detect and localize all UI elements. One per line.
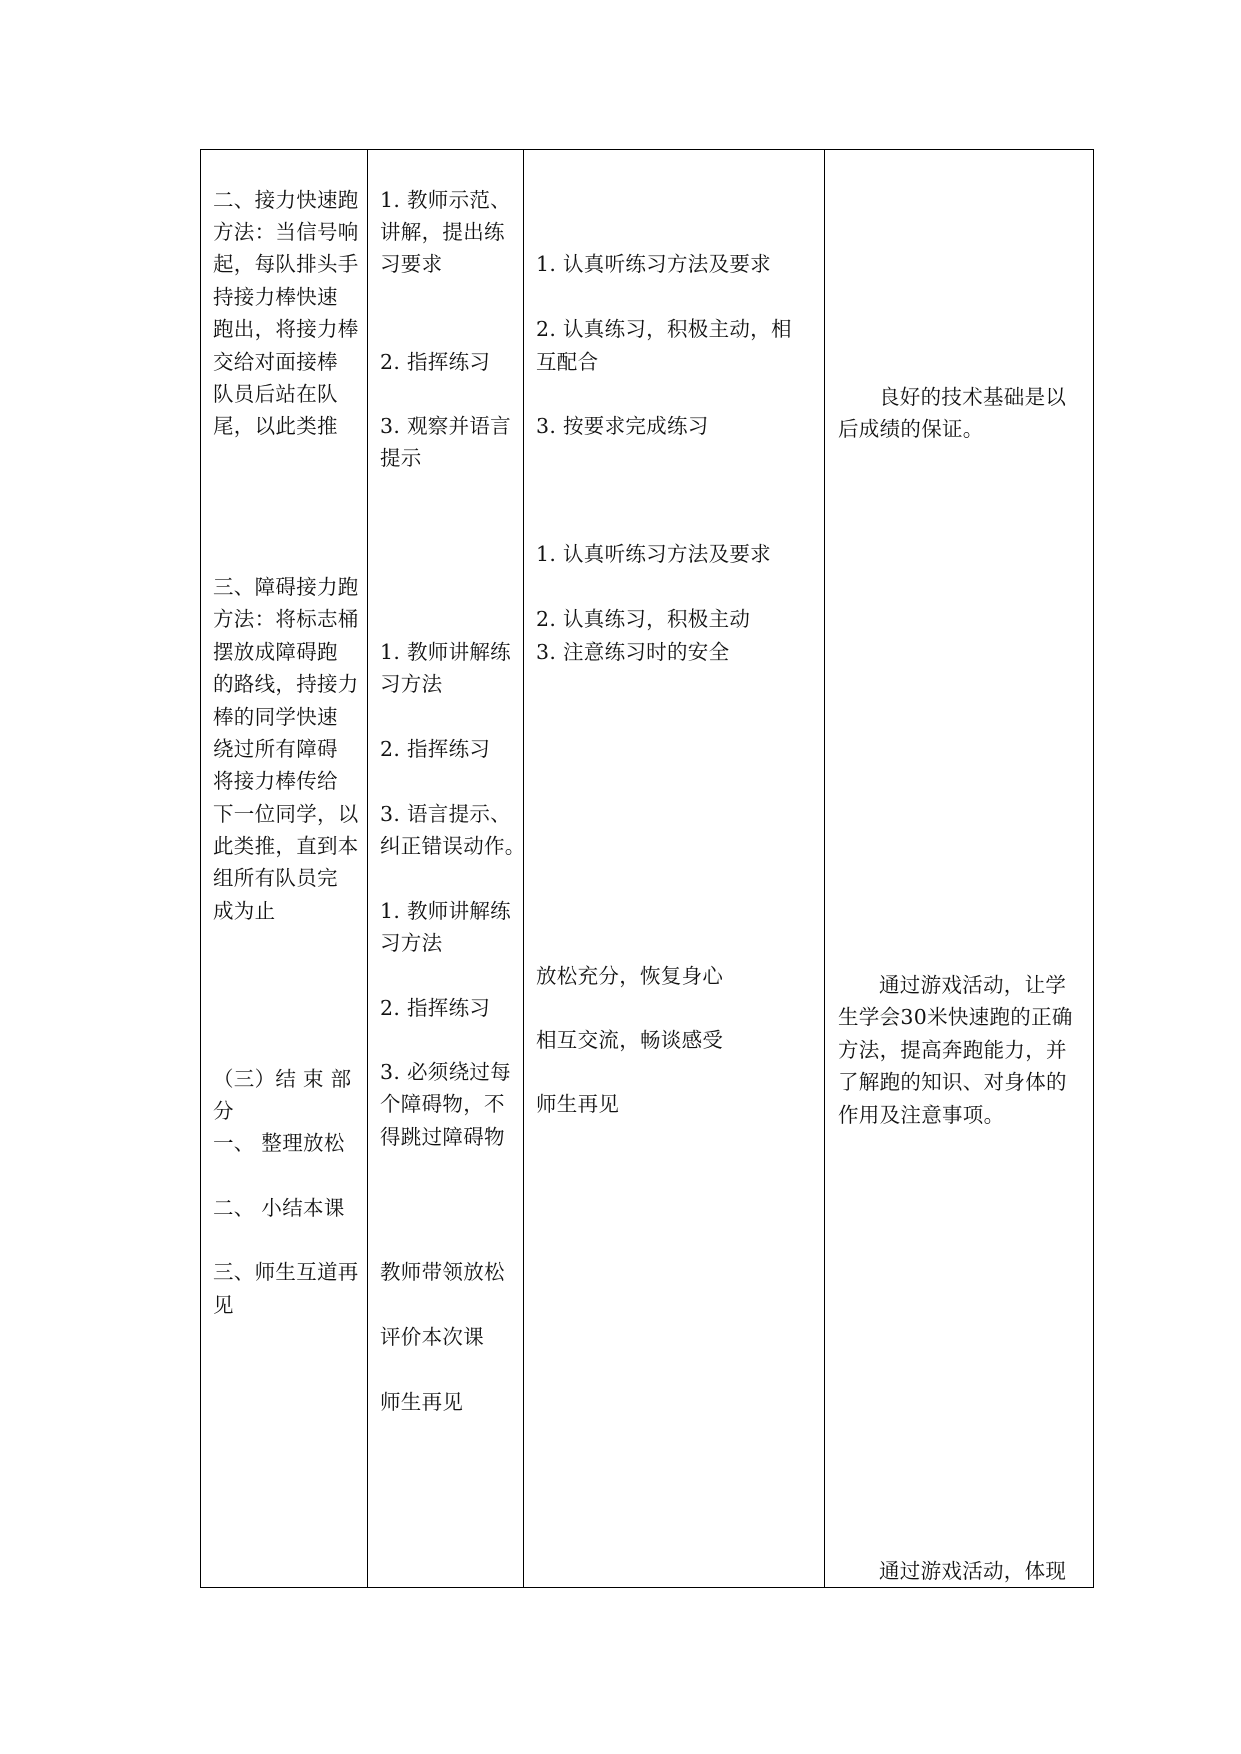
teacher-step: 教师带领放松 <box>380 1260 505 1284</box>
teacher-step: 2. 指挥练习 <box>380 996 491 1020</box>
note-line: 通过游戏活动，让学 <box>879 973 1067 997</box>
part2-title: 二、接力快速跑 <box>213 188 359 212</box>
teacher-step: 1. 教师讲解练 <box>380 899 511 923</box>
teacher-step: 习方法 <box>380 931 443 955</box>
note-line: 良好的技术基础是以 <box>879 385 1067 409</box>
teacher-step: 师生再见 <box>380 1390 464 1414</box>
part3-method-line: 绕过所有障碍 <box>213 737 338 761</box>
student-step: 1. 认真听练习方法及要求 <box>536 252 771 276</box>
part2-method-line: 交给对面接棒 <box>213 350 338 374</box>
student-step: 放松充分，恢复身心 <box>536 964 724 988</box>
note-line: 生学会30米快速跑的正确 <box>838 1005 1073 1029</box>
teacher-step: 1. 教师讲解练 <box>380 640 511 664</box>
end-item: 三、师生互道再 <box>213 1260 359 1284</box>
part3-title: 三、障碍接力跑 <box>213 575 359 599</box>
student-step: 师生再见 <box>536 1092 620 1116</box>
part3-method-line: 的路线，持接力 <box>213 672 359 696</box>
end-section-title: 分 <box>213 1099 234 1123</box>
student-step: 3. 注意练习时的安全 <box>536 640 730 664</box>
note-line: 作用及注意事项。 <box>838 1103 1005 1127</box>
column-divider-1 <box>367 149 368 1588</box>
part3-method-line: 组所有队员完 <box>213 866 338 890</box>
teacher-step: 习方法 <box>380 672 443 696</box>
teacher-step: 个障碍物，不 <box>380 1092 505 1116</box>
teacher-step: 讲解，提出练 <box>380 220 505 244</box>
note-line: 方法，提高奔跑能力，并 <box>838 1038 1067 1062</box>
part2-method-line: 队员后站在队 <box>213 382 338 406</box>
teacher-step: 3. 观察并语言 <box>380 414 511 438</box>
part2-method-line: 跑出，将接力棒 <box>213 317 359 341</box>
student-step: 互配合 <box>536 350 599 374</box>
teacher-step: 评价本次课 <box>380 1325 484 1349</box>
teacher-step: 得跳过障碍物 <box>380 1125 505 1149</box>
end-item: 二、 小结本课 <box>213 1196 345 1220</box>
student-step: 2. 认真练习，积极主动，相 <box>536 317 792 341</box>
student-step: 1. 认真听练习方法及要求 <box>536 542 771 566</box>
teacher-step: 习要求 <box>380 252 443 276</box>
note-line: 后成绩的保证。 <box>838 417 984 441</box>
part3-method-line: 此类推，直到本 <box>213 834 359 858</box>
student-step: 相互交流，畅谈感受 <box>536 1028 724 1052</box>
note-line: 了解跑的知识、对身体的 <box>838 1070 1067 1094</box>
teacher-step: 2. 指挥练习 <box>380 737 491 761</box>
teacher-step: 纠正错误动作。 <box>380 834 526 858</box>
part3-method-line: 方法：将标志桶 <box>213 607 359 631</box>
part3-method-line: 棒的同学快速 <box>213 705 338 729</box>
part2-method-line: 尾，以此类推 <box>213 414 338 438</box>
part3-method-line: 摆放成障碍跑 <box>213 640 338 664</box>
end-item: 一、 整理放松 <box>213 1131 345 1155</box>
part3-method-line: 下一位同学，以 <box>213 802 359 826</box>
part2-method-line: 方法：当信号响 <box>213 220 359 244</box>
teacher-step: 2. 指挥练习 <box>380 350 491 374</box>
teacher-step: 3. 语言提示、 <box>380 802 511 826</box>
end-item: 见 <box>213 1293 234 1317</box>
part3-method-line: 成为止 <box>213 899 276 923</box>
note-line: 通过游戏活动，体现 <box>879 1559 1067 1583</box>
teacher-step: 1. 教师示范、 <box>380 188 511 212</box>
part2-method-line: 持接力棒快速 <box>213 285 338 309</box>
student-step: 2. 认真练习，积极主动 <box>536 607 751 631</box>
part2-method-line: 起，每队排头手 <box>213 252 359 276</box>
part3-method-line: 将接力棒传给 <box>213 769 338 793</box>
teacher-step: 3. 必须绕过每 <box>380 1060 511 1084</box>
column-divider-3 <box>824 149 825 1588</box>
end-section-title: （三）结 束 部 <box>213 1067 352 1091</box>
column-divider-2 <box>523 149 524 1588</box>
student-step: 3. 按要求完成练习 <box>536 414 709 438</box>
teacher-step: 提示 <box>380 446 422 470</box>
